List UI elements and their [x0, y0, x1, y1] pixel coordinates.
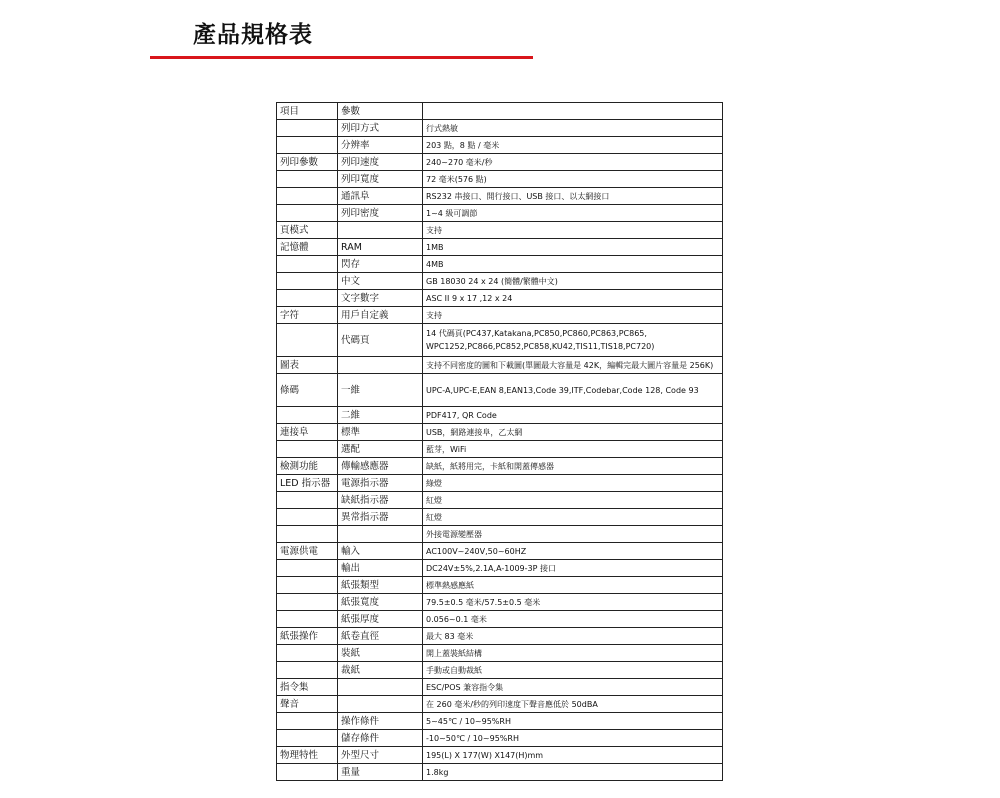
page-title: 產品規格表: [193, 22, 313, 48]
table-row: [277, 307, 723, 324]
spec-parameter: 紙張厚度: [338, 611, 423, 628]
spec-value: 標準熱感應紙: [423, 577, 723, 594]
spec-value: 在 260 毫米/秒的列印速度下聲音應低於 50dBA: [423, 696, 723, 713]
table-row: [277, 120, 723, 137]
spec-parameter: 代碼頁: [338, 324, 423, 357]
table-row: [277, 222, 723, 239]
spec-value: 240~270 毫米/秒: [423, 154, 723, 171]
spec-parameter: [338, 222, 423, 239]
spec-category: [277, 492, 338, 509]
table-row: [277, 645, 723, 662]
spec-category: 頁模式: [277, 222, 338, 239]
spec-value: 支持: [423, 222, 723, 239]
table-row: [277, 171, 723, 188]
table-row: [277, 526, 723, 543]
spec-parameter: [338, 526, 423, 543]
spec-parameter: 通訊阜: [338, 188, 423, 205]
table-row: [277, 374, 723, 407]
spec-parameter: [338, 679, 423, 696]
spec-category: [277, 645, 338, 662]
table-row: [277, 713, 723, 730]
spec-value: UPC-A,UPC-E,EAN 8,EAN13,Code 39,ITF,Codebar,Code 128, Code 93: [423, 374, 723, 407]
spec-parameter: 列印密度: [338, 205, 423, 222]
spec-category: 連接阜: [277, 424, 338, 441]
spec-value: ASC II 9 x 17 ,12 x 24: [423, 290, 723, 307]
spec-parameter: 紙張類型: [338, 577, 423, 594]
table-row: [277, 577, 723, 594]
table-row: [277, 475, 723, 492]
spec-value: 4MB: [423, 256, 723, 273]
spec-category: [277, 256, 338, 273]
spec-value: RS232 串接口、開行接口、USB 接口、以太網接口: [423, 188, 723, 205]
table-row: [277, 747, 723, 764]
spec-table: [276, 102, 723, 781]
spec-value: 1~4 級可調節: [423, 205, 723, 222]
spec-category: [277, 526, 338, 543]
spec-category: [277, 730, 338, 747]
spec-value: DC24V±5%,2.1A,A-1009-3P 接口: [423, 560, 723, 577]
spec-parameter: 操作條件: [338, 713, 423, 730]
spec-parameter: 參數: [338, 103, 423, 120]
spec-parameter: 裝紙: [338, 645, 423, 662]
spec-parameter: 傳輸感應器: [338, 458, 423, 475]
table-row: [277, 696, 723, 713]
spec-category: [277, 290, 338, 307]
spec-parameter: 選配: [338, 441, 423, 458]
table-row: [277, 273, 723, 290]
table-row: [277, 357, 723, 374]
table-row: [277, 492, 723, 509]
spec-value: 藍芽，WiFi: [423, 441, 723, 458]
spec-value: GB 18030 24 x 24 (簡體/繁體中文): [423, 273, 723, 290]
table-row: [277, 205, 723, 222]
spec-parameter: 列印方式: [338, 120, 423, 137]
spec-parameter: 紙卷直徑: [338, 628, 423, 645]
spec-category: [277, 188, 338, 205]
spec-parameter: 重量: [338, 764, 423, 781]
spec-parameter: 異常指示器: [338, 509, 423, 526]
spec-value: 開上蓋裝紙結構: [423, 645, 723, 662]
spec-value: 綠燈: [423, 475, 723, 492]
table-row: [277, 594, 723, 611]
spec-value: 外接電源變壓器: [423, 526, 723, 543]
spec-value: 5~45℃ / 10~95%RH: [423, 713, 723, 730]
spec-category: 聲音: [277, 696, 338, 713]
spec-parameter: 列印寬度: [338, 171, 423, 188]
spec-category: [277, 171, 338, 188]
spec-category: [277, 594, 338, 611]
table-row: [277, 543, 723, 560]
spec-category: [277, 611, 338, 628]
table-row: [277, 188, 723, 205]
spec-category: [277, 509, 338, 526]
spec-parameter: 輸出: [338, 560, 423, 577]
table-row: [277, 290, 723, 307]
spec-category: 紙張操作: [277, 628, 338, 645]
spec-value: PDF417, QR Code: [423, 407, 723, 424]
spec-category: 項目: [277, 103, 338, 120]
spec-category: 列印參數: [277, 154, 338, 171]
spec-category: 條碼: [277, 374, 338, 407]
spec-value: 79.5±0.5 毫米/57.5±0.5 毫米: [423, 594, 723, 611]
table-row: [277, 560, 723, 577]
table-row: [277, 628, 723, 645]
spec-value: 紅燈: [423, 492, 723, 509]
spec-value: 1MB: [423, 239, 723, 256]
spec-category: 指令集: [277, 679, 338, 696]
spec-category: 物理特性: [277, 747, 338, 764]
table-row: [277, 509, 723, 526]
spec-value: 支持不同密度的圖和下載圖(單圖最大容量是 42K，編輯完最大圖片容量是 256K): [423, 357, 723, 374]
spec-value: 缺紙，紙將用完，卡紙和開蓋傳感器: [423, 458, 723, 475]
spec-category: [277, 764, 338, 781]
spec-parameter: 標準: [338, 424, 423, 441]
spec-parameter: [338, 357, 423, 374]
spec-category: [277, 560, 338, 577]
table-row: [277, 611, 723, 628]
spec-parameter: 列印速度: [338, 154, 423, 171]
table-row: [277, 679, 723, 696]
spec-parameter: 缺紙指示器: [338, 492, 423, 509]
title-underline: [150, 56, 533, 59]
spec-parameter: 外型尺寸: [338, 747, 423, 764]
spec-category: 檢測功能: [277, 458, 338, 475]
table-row: [277, 730, 723, 747]
spec-value: 行式熱敏: [423, 120, 723, 137]
spec-value: 1.8kg: [423, 764, 723, 781]
spec-value: ESC/POS 兼容指令集: [423, 679, 723, 696]
spec-parameter: 閃存: [338, 256, 423, 273]
spec-value: 195(L) X 177(W) X147(H)mm: [423, 747, 723, 764]
table-row: [277, 424, 723, 441]
spec-category: [277, 577, 338, 594]
table-row: [277, 458, 723, 475]
spec-category: [277, 441, 338, 458]
spec-category: 電源供電: [277, 543, 338, 560]
spec-category: [277, 120, 338, 137]
spec-parameter: [338, 696, 423, 713]
spec-parameter: 分辨率: [338, 137, 423, 154]
spec-parameter: 儲存條件: [338, 730, 423, 747]
spec-parameter: 一維: [338, 374, 423, 407]
spec-value: 0.056~0.1 毫米: [423, 611, 723, 628]
spec-value: 支持: [423, 307, 723, 324]
spec-parameter: 用戶自定義: [338, 307, 423, 324]
spec-value: 203 點，8 點 / 毫米: [423, 137, 723, 154]
spec-category: [277, 324, 338, 357]
table-row: [277, 764, 723, 781]
spec-value: 手動或自動裁紙: [423, 662, 723, 679]
spec-parameter: 二維: [338, 407, 423, 424]
spec-category: [277, 137, 338, 154]
spec-value: [423, 103, 723, 120]
spec-category: 字符: [277, 307, 338, 324]
table-row: [277, 239, 723, 256]
spec-parameter: 中文: [338, 273, 423, 290]
table-row: [277, 324, 723, 357]
spec-value: 14 代碼頁(PC437,Katakana,PC850,PC860,PC863,PC865, WPC1252,PC866,PC852,PC858,KU42,TIS11,TIS18,PC720): [423, 324, 723, 357]
spec-category: LED 指示器: [277, 475, 338, 492]
table-row: [277, 154, 723, 171]
spec-value: AC100V~240V,50~60HZ: [423, 543, 723, 560]
spec-category: [277, 407, 338, 424]
spec-category: [277, 273, 338, 290]
table-row: [277, 103, 723, 120]
spec-value: USB，網路連接阜，乙太網: [423, 424, 723, 441]
spec-parameter: 紙張寬度: [338, 594, 423, 611]
table-row: [277, 407, 723, 424]
spec-parameter: 輸入: [338, 543, 423, 560]
table-row: [277, 441, 723, 458]
spec-value: 最大 83 毫米: [423, 628, 723, 645]
table-row: [277, 256, 723, 273]
spec-value: 72 毫米(576 點): [423, 171, 723, 188]
spec-category: [277, 662, 338, 679]
spec-category: 記憶體: [277, 239, 338, 256]
spec-category: [277, 713, 338, 730]
spec-category: 圖表: [277, 357, 338, 374]
spec-value: -10~50℃ / 10~95%RH: [423, 730, 723, 747]
spec-parameter: 文字數字: [338, 290, 423, 307]
table-row: [277, 137, 723, 154]
spec-value: 紅燈: [423, 509, 723, 526]
table-row: [277, 662, 723, 679]
spec-parameter: 電源指示器: [338, 475, 423, 492]
spec-parameter: 裁紙: [338, 662, 423, 679]
spec-category: [277, 205, 338, 222]
spec-parameter: RAM: [338, 239, 423, 256]
